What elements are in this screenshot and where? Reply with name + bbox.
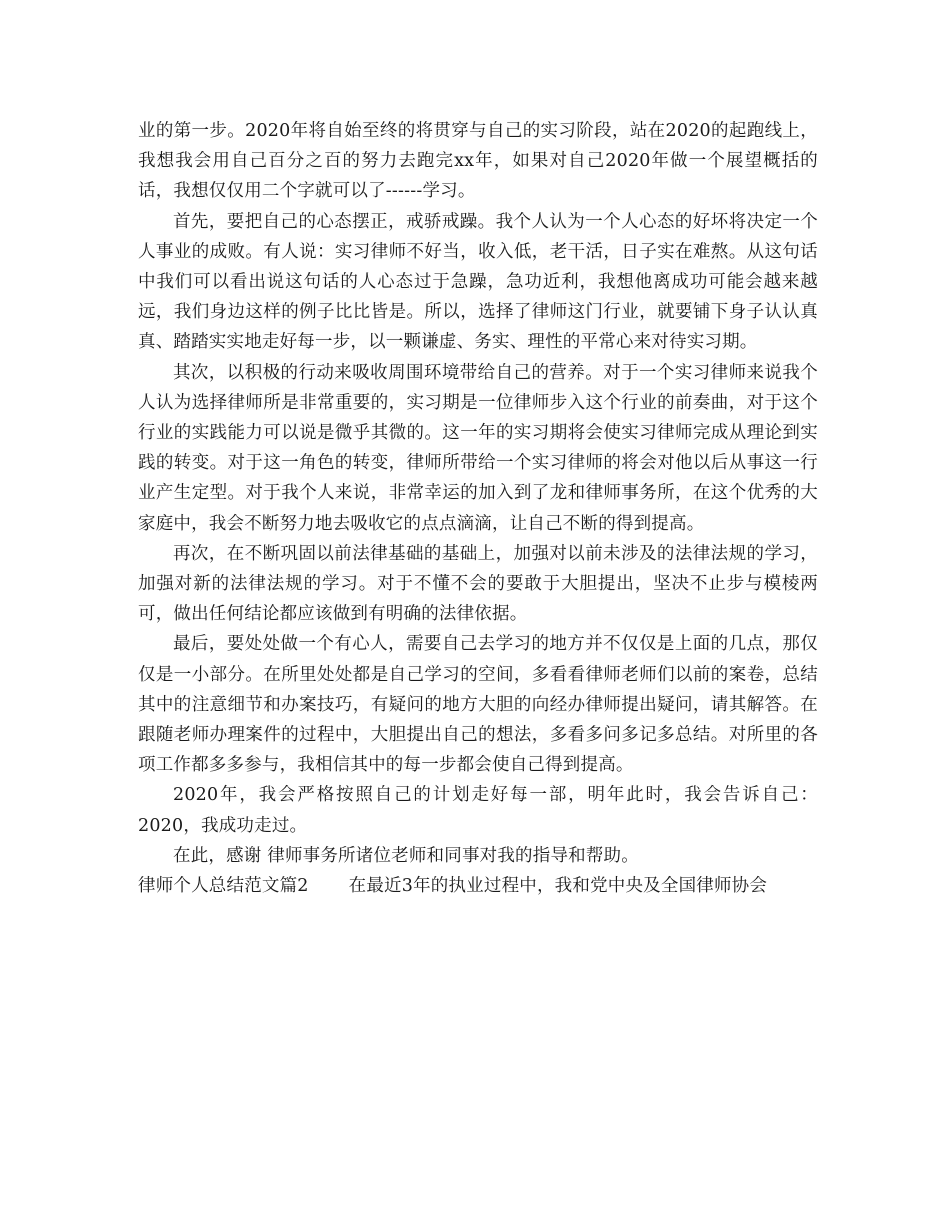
section-title: 律师个人总结范文篇2	[138, 876, 309, 897]
paragraph-last: 最后，要处处做一个有心人，需要自己去学习的地方并不仅仅是上面的几点，那仅仅是一小部分。在所里处处都是自己学习的空间，多看看律师老师们以前的案卷，总结其中的注意细节和办案技巧，有疑问的地方大胆的向经办律师提出疑问，请其解答。在跟随老师办理案件的过程中，大胆提出自己的想法，多看多问多记多总结。对所里的各项工作都多多参与，我相信其中的每一步都会使自己得到提高。	[138, 634, 818, 776]
next-section-line	[138, 871, 818, 901]
paragraph-intro: 业的第一步。2020年将自始至终的将贯穿与自己的实习阶段，站在2020的起跑线上，我想我会用自己百分之百的努力去跑完xx年，如果对自己2020年做一个展望概括的话，我想仅仅用二个字就可以了------学习。	[138, 121, 818, 202]
paragraph-second: 其次，以积极的行动来吸收周围环境带给自己的营养。对于一个实习律师来说我个人认为选择律师所是非常重要的，实习期是一位律师步入这个行业的前奏曲，对于这个行业的实践能力可以说是微乎其微的。这一年的实习期将会使实习律师完成从理论到实践的转变。对于这一角色的转变，律师所带给一个实习律师的将会对他以后从事这一行业产生定型。对于我个人来说，非常幸运的加入到了龙和律师事务所，在这个优秀的大家庭中，我会不断努力地去吸收它的点点滴滴，让自己不断的得到提高。	[138, 362, 818, 534]
paragraph-first: 首先，要把自己的心态摆正，戒骄戒躁。我个人认为一个人心态的好坏将决定一个人事业的成败。有人说：实习律师不好当，收入低，老干活，日子实在难熬。从这句话中我们可以看出说这句话的人心态过于急躁，急功近利，我想他离成功可能会越来越远，我们身边这样的例子比比皆是。所以，选择了律师这门行业，就要铺下身子认认真真、踏踏实实地走好每一步，以一颗谦虚、务实、理性的平常心来对待实习期。	[138, 211, 818, 353]
document-body	[138, 116, 818, 901]
paragraph-third: 再次，在不断巩固以前法律基础的基础上，加强对以前未涉及的法律法规的学习，加强对新的法律法规的学习。对于不懂不会的要敢于大胆提出，坚决不止步与模棱两可，做出任何结论都应该做到有明确的法律依据。	[138, 543, 818, 625]
section-opening-text: 在最近3年的执业过程中，我和党中央及全国律师协会	[348, 876, 768, 897]
paragraph-thanks: 在此，感谢 律师事务所诸位老师和同事对我的指导和帮助。	[173, 845, 639, 866]
paragraph-plan: 2020年，我会严格按照自己的计划走好每一部，明年此时，我会告诉自己：2020，我成功走过。	[138, 785, 818, 836]
